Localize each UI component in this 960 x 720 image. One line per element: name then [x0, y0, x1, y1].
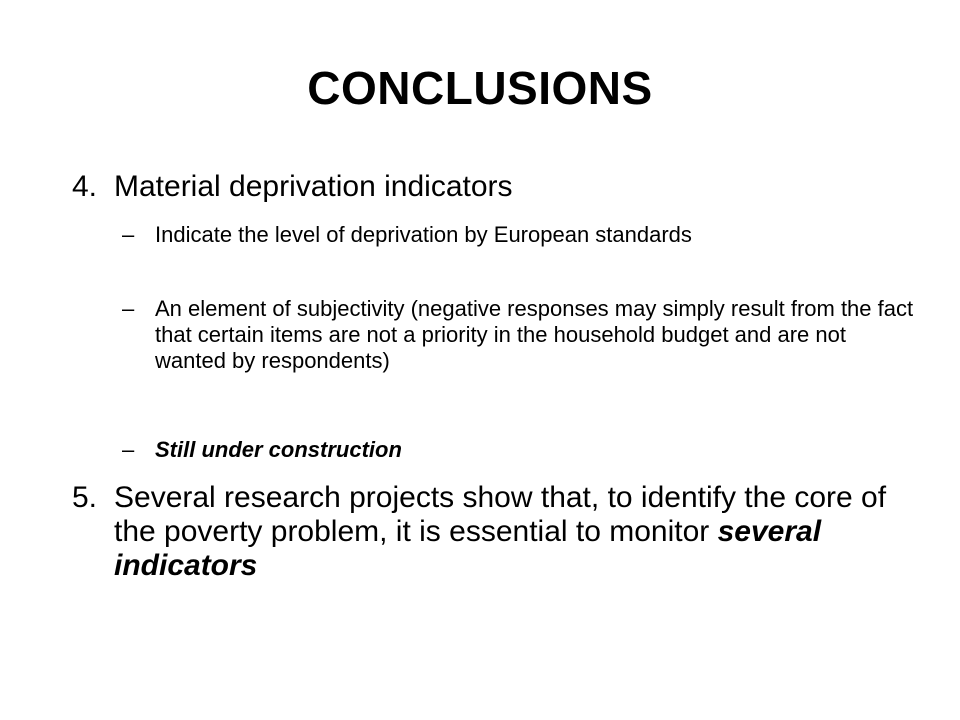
list-item-text: Material deprivation indicators [114, 170, 513, 203]
sub-item-text: An element of subjectivity (negative responses may simply result from the fact that certain items are not a priority in the household budget and are not wanted by respondents) [155, 296, 914, 373]
slide-title: CONCLUSIONS [307, 62, 653, 114]
list-item-text-plain: Several research projects show that, to identify the core of the poverty problem, it is essential to monitor [114, 481, 887, 548]
list-item-text-emphasis: several indicators [114, 515, 822, 582]
sub-item [122, 437, 922, 463]
dash-bullet: – [122, 296, 135, 321]
list-item-4 [72, 170, 922, 204]
sub-item-text: Indicate the level of deprivation by European standards [155, 222, 692, 247]
list-item-text [114, 481, 922, 583]
sub-item [122, 296, 922, 374]
sub-item [122, 222, 922, 248]
dash-bullet: – [122, 437, 135, 462]
list-number: 5. [72, 481, 98, 514]
sub-item-text-emphasis: Still under construction [155, 437, 402, 462]
list-item-5 [72, 481, 922, 583]
dash-bullet: – [122, 222, 135, 247]
list-number: 4. [72, 170, 98, 203]
